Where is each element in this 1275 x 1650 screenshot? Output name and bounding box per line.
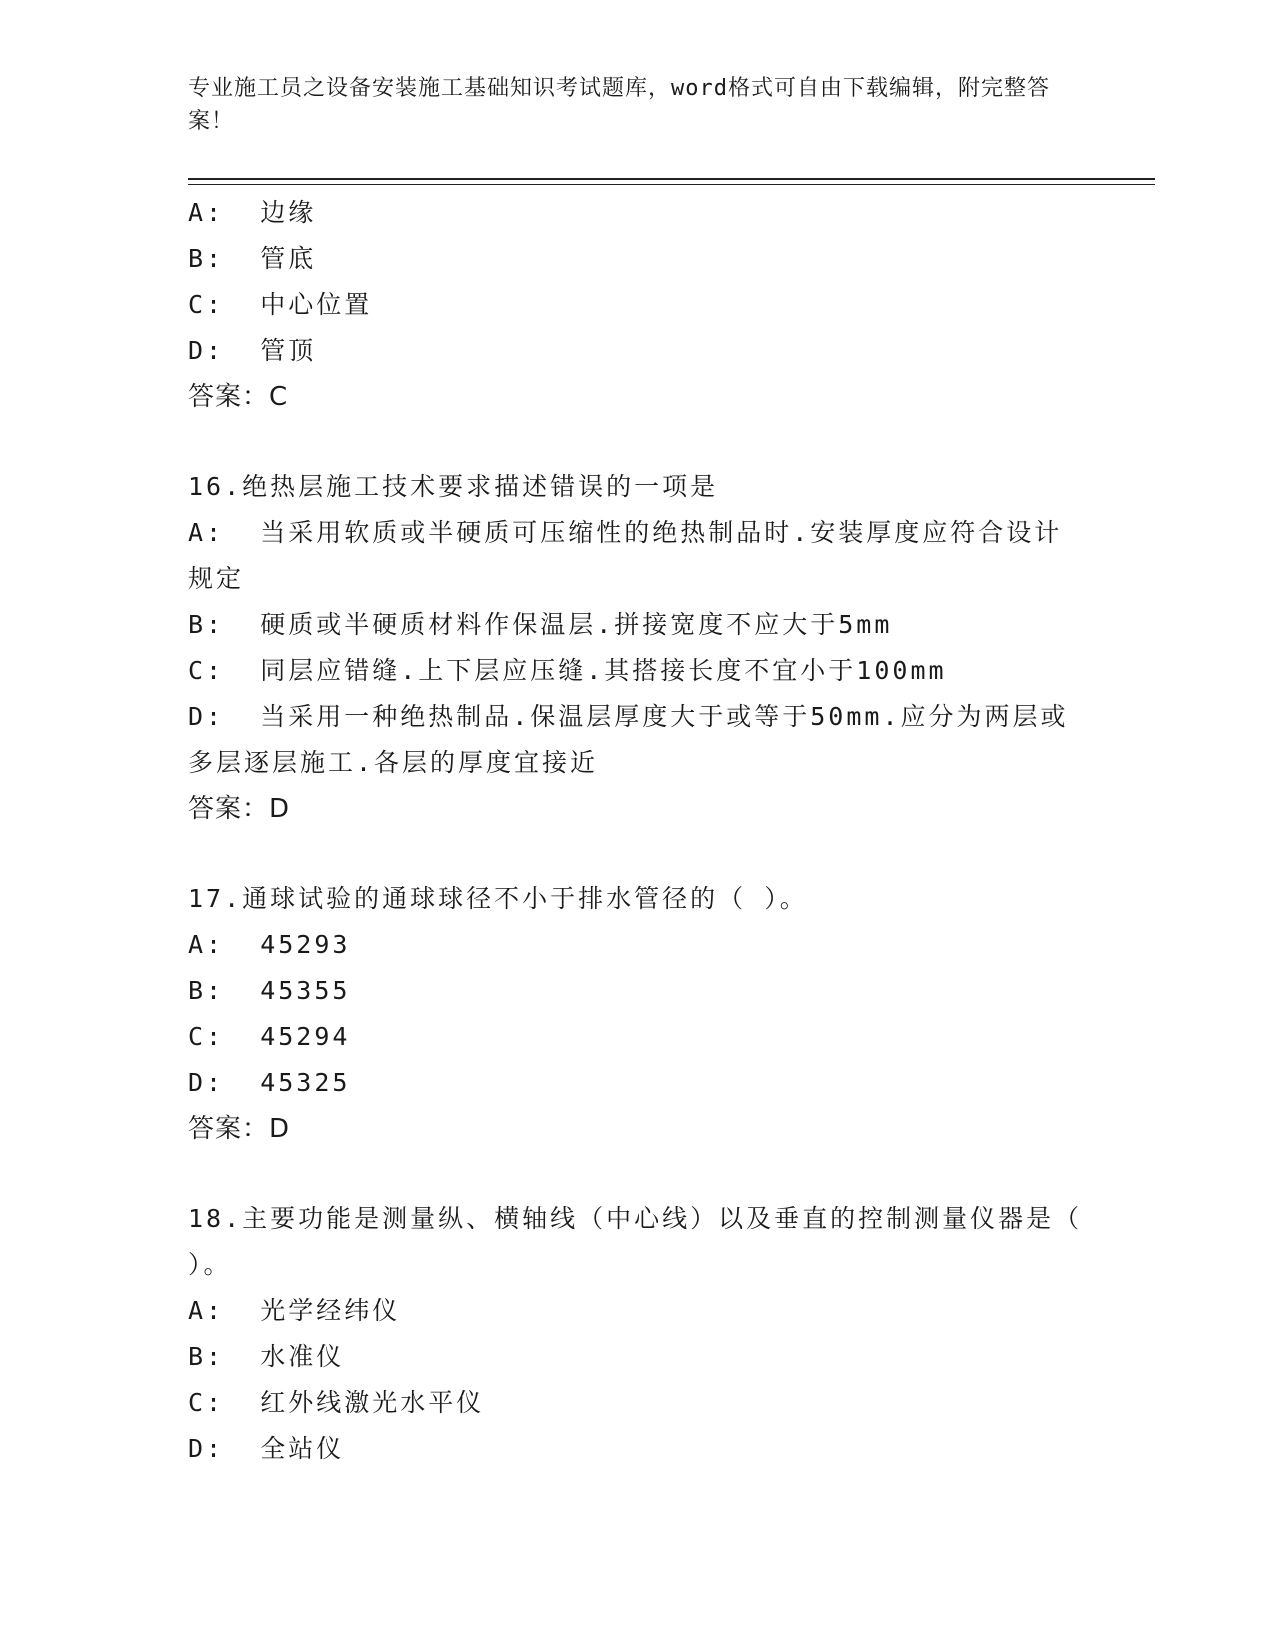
option-a: A: 45293 bbox=[188, 930, 351, 959]
option-c: C: 同层应错缝.上下层应压缝.其搭接长度不宜小于100mm bbox=[188, 656, 947, 685]
answer-line: 答案：D bbox=[188, 794, 291, 824]
option-a: A: 边缘 bbox=[188, 198, 317, 227]
question-text: 16.绝热层施工技术要求描述错误的一项是 bbox=[188, 472, 719, 501]
question-text: 18.主要功能是测量纵、横轴线（中心线）以及垂直的控制测量仪器是（ ）。 bbox=[188, 1204, 1083, 1279]
option-b: B: 45355 bbox=[188, 976, 351, 1005]
option-b: B: 硬质或半硬质材料作保温层.拼接宽度不应大于5mm bbox=[188, 610, 893, 639]
option-d: D: 管顶 bbox=[188, 336, 317, 365]
option-b: B: 水准仪 bbox=[188, 1342, 345, 1371]
option-b: B: 管底 bbox=[188, 244, 317, 273]
question-text: 17.通球试验的通球球径不小于排水管径的（ ）。 bbox=[188, 884, 808, 913]
option-c: C: 45294 bbox=[188, 1022, 351, 1051]
option-a: A: 当采用软质或半硬质可压缩性的绝热制品时.安装厚度应符合设计规定 bbox=[188, 518, 1063, 593]
question-block-17 bbox=[188, 876, 1088, 1152]
document-body bbox=[188, 190, 1088, 1472]
header-divider bbox=[188, 178, 1155, 185]
option-a: A: 光学经纬仪 bbox=[188, 1296, 401, 1325]
option-d: D: 当采用一种绝热制品.保温层厚度大于或等于50mm.应分为两层或多层逐层施工.各层的厚度宜接近 bbox=[188, 702, 1069, 777]
question-block-15 bbox=[188, 190, 1088, 420]
answer-line: 答案：D bbox=[188, 1114, 291, 1144]
option-d: D: 全站仪 bbox=[188, 1434, 345, 1463]
answer-line: 答案：C bbox=[188, 382, 289, 412]
option-c: C: 红外线激光水平仪 bbox=[188, 1388, 485, 1417]
question-block-18 bbox=[188, 1196, 1088, 1472]
question-block-16 bbox=[188, 464, 1088, 832]
document-header: 专业施工员之设备安装施工基础知识考试题库，word格式可自由下载编辑，附完整答案！ bbox=[188, 76, 1050, 134]
option-d: D: 45325 bbox=[188, 1068, 351, 1097]
option-c: C: 中心位置 bbox=[188, 290, 373, 319]
